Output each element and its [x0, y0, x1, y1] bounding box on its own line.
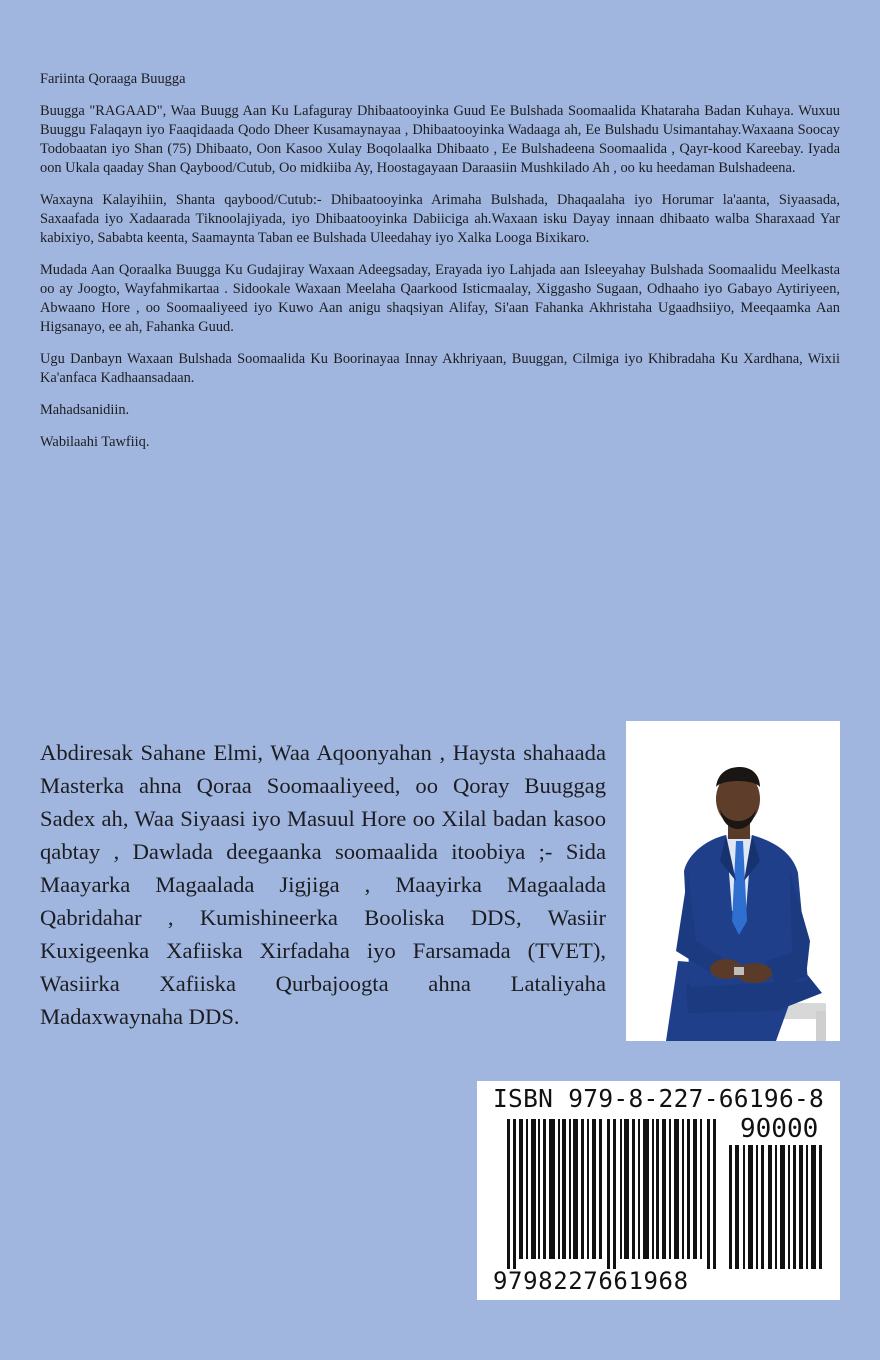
price-addon-bars: [729, 1145, 825, 1269]
blurb-heading: Fariinta Qoraaga Buugga: [40, 71, 186, 87]
blurb-closing-thanks: Mahadsanidiin.: [40, 402, 130, 418]
blurb-paragraph: Waxayna Kalayihiin, Shanta qaybood/Cutub:- Dhibaatooyinka Arimaha Bulshada, Dhaqaalaha iyo Horumar la'aanta, Siyaasada, Saxaafada iyo Xadaarada Tiknoolajiyada, iyo Dhibaatooyinka Dabiiciga ah.Waxaan isku Dayay innaan dhibaato walba Sharaxaad Yar kabixiyo, Sababta keenta, Saamaynta Taban ee Bulshada Uleedahay iyo Xalka Looga Bixikaro.: [40, 192, 840, 246]
blurb-paragraph: Buugga "RAGAAD", Waa Buugg Aan Ku Lafaguray Dhibaatooyinka Guud Ee Bulshada Soomaalida Khataraha Badan Kuhaya. Wuxuu Buuggu Falaqayn iyo Faaqidaada Qodo Dheer Kusamaynayaa , Dhibaatooyinka Wadaaga ah, Ee Bulshadu Usimantahay.Waxaana Soocay Todobaatan iyo Shan (75) Dhibaato, Oon Kasoo Xulay Boqolaalka Dhibaato , Ee Bulshadeena Soomaalida , Qayr-kood Kareebay. Iyada oon Ukala qaaday Shan Qaybood/Cutub, Oo midkiiba Ay, Hoostagayaan Daraasiin Mushkilado Ah , oo ku heedaman Bulshadeena.: [40, 103, 840, 176]
author-photo: [626, 721, 840, 1041]
author-bio: Abdiresak Sahane Elmi, Waa Aqoonyahan , Haysta shahaada Masterka ahna Qoraa Soomaaliyeed, oo Qoray Buuggag Sadex ah, Waa Siyaasi iyo Masuul Hore oo Xilal badan kasoo qabtay , Dawlada deegaanka soomaalida itoobiya ;- Sida Maayarka Magaalada Jigjiga , Maayirka Magaalada Qabridahar , Kumishineerka Booliska DDS, Wasiir Kuxigeenka Xafiiska Xirfadaha iyo Farsamada (TVET), Wasiirka Xafiiska Qurbajoogta ahna Lataliyaha Madaxwaynaha DDS.: [40, 740, 606, 1029]
price-code: 90000: [740, 1114, 819, 1144]
ean-bars: [507, 1119, 721, 1269]
isbn-barcode: [477, 1081, 840, 1300]
blurb-paragraph: Ugu Danbayn Waxaan Bulshada Soomaalida Ku Boorinayaa Innay Akhriyaan, Buuggan, Cilmiga iyo Khibradaha Ku Xardhana, Wixii Ka'anfaca Kadhaansadaan.: [40, 351, 840, 386]
ean-digits: 9798227661968: [493, 1267, 689, 1295]
blurb-paragraph: Mudada Aan Qoraalka Buugga Ku Gudajiray Waxaan Adeegsaday, Erayada iyo Lahjada aan Isleeyahay Bulshada Soomaalidu Meelkasta oo ay Joogto, Wayfahmikartaa . Sidookale Waxaan Meelaha Qaarkood Isticmaalay, Xiggasho Sugaan, Odhaaho iyo Gabayo Aytiriyeen, Abwaano Hore , oo Soomaaliyeed iyo Kuwo Aan anigu shaqsiyan Alifay, Si'aan Fahanka Akhristaha Ugaadhsiiyo, Meeqaamka Aan Higsanayo, ee ah, Fahanka Guud.: [40, 262, 840, 335]
blurb-closing-signoff: Wabilaahi Tawfiiq.: [40, 434, 150, 450]
back-cover-blurb: [40, 70, 840, 465]
isbn-label: ISBN 979-8-227-66196-8: [493, 1084, 825, 1113]
